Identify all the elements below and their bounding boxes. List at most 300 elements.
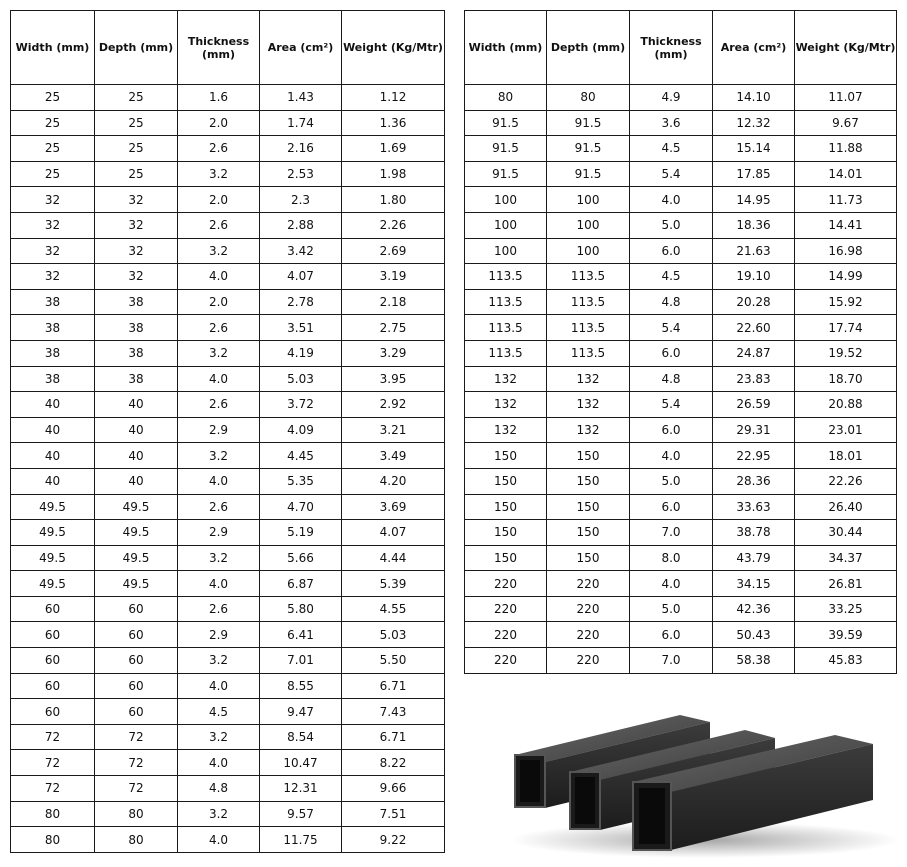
cell-weight: 9.66: [342, 776, 445, 802]
table-row: [11, 724, 445, 750]
cell-area: 5.35: [260, 468, 342, 494]
cell-depth: 150: [547, 520, 630, 546]
table-row: [11, 212, 445, 238]
cell-area: 11.75: [260, 827, 342, 853]
cell-width: 113.5: [465, 289, 547, 315]
cell-width: 32: [11, 238, 95, 264]
cell-thickness: 2.6: [178, 315, 260, 341]
cell-area: 2.88: [260, 212, 342, 238]
spec-table-right: [464, 10, 897, 674]
cell-area: 24.87: [713, 340, 795, 366]
cell-width: 49.5: [11, 545, 95, 571]
cell-thickness: 2.0: [178, 110, 260, 136]
cell-depth: 113.5: [547, 264, 630, 290]
cell-weight: 3.95: [342, 366, 445, 392]
table-row: [465, 315, 897, 341]
cell-weight: 8.22: [342, 750, 445, 776]
cell-depth: 91.5: [547, 161, 630, 187]
cell-depth: 91.5: [547, 110, 630, 136]
header-thickness: Thickness (mm): [630, 11, 713, 85]
cell-width: 60: [11, 648, 95, 674]
cell-weight: 23.01: [795, 417, 897, 443]
table-row: [465, 85, 897, 111]
cell-depth: 60: [95, 673, 178, 699]
cell-depth: 150: [547, 494, 630, 520]
cell-width: 25: [11, 161, 95, 187]
table-row: [465, 289, 897, 315]
table-row: [11, 110, 445, 136]
cell-weight: 5.39: [342, 571, 445, 597]
cell-weight: 14.01: [795, 161, 897, 187]
cell-width: 40: [11, 392, 95, 418]
cell-thickness: 5.0: [630, 468, 713, 494]
table-row: [11, 571, 445, 597]
cell-weight: 4.44: [342, 545, 445, 571]
cell-area: 5.80: [260, 596, 342, 622]
cell-weight: 16.98: [795, 238, 897, 264]
cell-width: 72: [11, 724, 95, 750]
table-row: [11, 776, 445, 802]
cell-thickness: 2.6: [178, 494, 260, 520]
cell-depth: 38: [95, 340, 178, 366]
table-row: [465, 392, 897, 418]
cell-area: 21.63: [713, 238, 795, 264]
cell-depth: 220: [547, 596, 630, 622]
cell-weight: 7.43: [342, 699, 445, 725]
cell-thickness: 4.5: [178, 699, 260, 725]
cell-depth: 100: [547, 187, 630, 213]
cell-weight: 26.81: [795, 571, 897, 597]
cell-weight: 3.69: [342, 494, 445, 520]
cell-width: 100: [465, 187, 547, 213]
cell-thickness: 8.0: [630, 545, 713, 571]
cell-width: 49.5: [11, 494, 95, 520]
table-row: [11, 827, 445, 853]
cell-depth: 40: [95, 443, 178, 469]
cell-depth: 38: [95, 315, 178, 341]
cell-depth: 150: [547, 468, 630, 494]
cell-width: 150: [465, 520, 547, 546]
cell-area: 2.16: [260, 136, 342, 162]
cell-weight: 1.36: [342, 110, 445, 136]
cell-width: 80: [11, 827, 95, 853]
cell-depth: 100: [547, 212, 630, 238]
cell-area: 4.09: [260, 417, 342, 443]
header-weight: Weight (Kg/Mtr): [795, 11, 897, 85]
cell-depth: 38: [95, 289, 178, 315]
cell-depth: 40: [95, 392, 178, 418]
table-row: [465, 596, 897, 622]
cell-width: 91.5: [465, 110, 547, 136]
cell-area: 42.36: [713, 596, 795, 622]
table-row: [465, 520, 897, 546]
cell-weight: 5.03: [342, 622, 445, 648]
cell-area: 29.31: [713, 417, 795, 443]
cell-width: 40: [11, 417, 95, 443]
cell-weight: 4.55: [342, 596, 445, 622]
cell-weight: 7.51: [342, 801, 445, 827]
cell-weight: 9.22: [342, 827, 445, 853]
cell-area: 50.43: [713, 622, 795, 648]
cell-depth: 72: [95, 724, 178, 750]
cell-thickness: 4.0: [630, 571, 713, 597]
cell-weight: 1.69: [342, 136, 445, 162]
cell-thickness: 6.0: [630, 238, 713, 264]
cell-width: 60: [11, 673, 95, 699]
table-row: [11, 468, 445, 494]
header-thickness: Thickness (mm): [178, 11, 260, 85]
cell-weight: 2.26: [342, 212, 445, 238]
cell-width: 220: [465, 622, 547, 648]
cell-area: 1.74: [260, 110, 342, 136]
cell-thickness: 3.2: [178, 161, 260, 187]
cell-width: 38: [11, 289, 95, 315]
cell-thickness: 4.8: [630, 366, 713, 392]
cell-width: 113.5: [465, 264, 547, 290]
cell-depth: 49.5: [95, 494, 178, 520]
cell-weight: 2.75: [342, 315, 445, 341]
cell-width: 220: [465, 648, 547, 674]
cell-thickness: 5.0: [630, 596, 713, 622]
cell-area: 17.85: [713, 161, 795, 187]
cell-thickness: 3.6: [630, 110, 713, 136]
cell-thickness: 2.6: [178, 596, 260, 622]
cell-width: 40: [11, 468, 95, 494]
header-area: Area (cm²): [713, 11, 795, 85]
cell-weight: 22.26: [795, 468, 897, 494]
cell-thickness: 7.0: [630, 520, 713, 546]
cell-weight: 1.12: [342, 85, 445, 111]
table-row: [11, 264, 445, 290]
table-row: [11, 673, 445, 699]
cell-area: 22.60: [713, 315, 795, 341]
cell-depth: 80: [95, 827, 178, 853]
cell-thickness: 4.8: [630, 289, 713, 315]
table-row: [11, 648, 445, 674]
cell-weight: 2.92: [342, 392, 445, 418]
square-steel-tubes-icon: [505, 700, 900, 860]
cell-weight: 2.69: [342, 238, 445, 264]
cell-weight: 3.49: [342, 443, 445, 469]
cell-weight: 30.44: [795, 520, 897, 546]
cell-depth: 132: [547, 417, 630, 443]
cell-width: 100: [465, 212, 547, 238]
cell-area: 33.63: [713, 494, 795, 520]
table-row: [11, 161, 445, 187]
cell-thickness: 4.0: [178, 468, 260, 494]
table-row: [11, 366, 445, 392]
table-row: [11, 85, 445, 111]
cell-thickness: 1.6: [178, 85, 260, 111]
cell-area: 43.79: [713, 545, 795, 571]
cell-weight: 20.88: [795, 392, 897, 418]
cell-weight: 5.50: [342, 648, 445, 674]
cell-depth: 49.5: [95, 520, 178, 546]
table-row: [11, 187, 445, 213]
table-row: [465, 443, 897, 469]
table-row: [465, 187, 897, 213]
cell-area: 4.70: [260, 494, 342, 520]
cell-width: 49.5: [11, 520, 95, 546]
cell-area: 1.43: [260, 85, 342, 111]
cell-area: 10.47: [260, 750, 342, 776]
table-row: [11, 238, 445, 264]
cell-weight: 11.07: [795, 85, 897, 111]
table-row: [465, 110, 897, 136]
cell-thickness: 2.6: [178, 212, 260, 238]
cell-width: 100: [465, 238, 547, 264]
cell-depth: 150: [547, 443, 630, 469]
cell-weight: 3.21: [342, 417, 445, 443]
cell-thickness: 4.5: [630, 136, 713, 162]
cell-width: 38: [11, 340, 95, 366]
cell-thickness: 2.0: [178, 289, 260, 315]
cell-area: 12.32: [713, 110, 795, 136]
cell-thickness: 4.9: [630, 85, 713, 111]
cell-width: 220: [465, 596, 547, 622]
cell-width: 91.5: [465, 161, 547, 187]
cell-area: 5.03: [260, 366, 342, 392]
cell-depth: 49.5: [95, 545, 178, 571]
cell-width: 32: [11, 264, 95, 290]
table-row: [11, 340, 445, 366]
cell-depth: 25: [95, 161, 178, 187]
cell-width: 60: [11, 699, 95, 725]
table-row: [11, 443, 445, 469]
cell-width: 25: [11, 136, 95, 162]
cell-thickness: 5.4: [630, 161, 713, 187]
cell-depth: 25: [95, 136, 178, 162]
cell-weight: 11.73: [795, 187, 897, 213]
cell-depth: 220: [547, 648, 630, 674]
cell-width: 132: [465, 417, 547, 443]
cell-depth: 32: [95, 238, 178, 264]
cell-thickness: 4.0: [178, 571, 260, 597]
cell-area: 26.59: [713, 392, 795, 418]
cell-weight: 6.71: [342, 724, 445, 750]
cell-width: 91.5: [465, 136, 547, 162]
spec-table-left: [10, 10, 445, 853]
cell-depth: 60: [95, 699, 178, 725]
cell-width: 72: [11, 750, 95, 776]
cell-width: 38: [11, 315, 95, 341]
cell-depth: 113.5: [547, 340, 630, 366]
cell-width: 60: [11, 596, 95, 622]
cell-area: 2.3: [260, 187, 342, 213]
cell-width: 25: [11, 110, 95, 136]
cell-area: 3.72: [260, 392, 342, 418]
cell-weight: 4.20: [342, 468, 445, 494]
cell-thickness: 3.2: [178, 238, 260, 264]
header-depth: Depth (mm): [547, 11, 630, 85]
cell-area: 3.42: [260, 238, 342, 264]
cell-area: 5.19: [260, 520, 342, 546]
table-row: [11, 392, 445, 418]
cell-depth: 132: [547, 366, 630, 392]
table-row: [11, 136, 445, 162]
cell-thickness: 4.0: [630, 187, 713, 213]
cell-thickness: 3.2: [178, 443, 260, 469]
cell-thickness: 6.0: [630, 494, 713, 520]
cell-width: 150: [465, 494, 547, 520]
cell-area: 12.31: [260, 776, 342, 802]
cell-depth: 32: [95, 212, 178, 238]
cell-width: 132: [465, 392, 547, 418]
cell-weight: 18.70: [795, 366, 897, 392]
cell-area: 6.87: [260, 571, 342, 597]
cell-area: 3.51: [260, 315, 342, 341]
cell-depth: 32: [95, 187, 178, 213]
cell-weight: 18.01: [795, 443, 897, 469]
cell-area: 2.78: [260, 289, 342, 315]
cell-width: 25: [11, 85, 95, 111]
cell-width: 32: [11, 212, 95, 238]
table-row: [11, 801, 445, 827]
table-row: [11, 750, 445, 776]
cell-depth: 40: [95, 468, 178, 494]
cell-depth: 80: [547, 85, 630, 111]
cell-area: 4.07: [260, 264, 342, 290]
cell-area: 38.78: [713, 520, 795, 546]
table-row: [465, 340, 897, 366]
cell-area: 5.66: [260, 545, 342, 571]
header-width: Width (mm): [465, 11, 547, 85]
cell-thickness: 3.2: [178, 724, 260, 750]
cell-thickness: 3.2: [178, 801, 260, 827]
cell-width: 60: [11, 622, 95, 648]
cell-weight: 9.67: [795, 110, 897, 136]
cell-width: 150: [465, 468, 547, 494]
cell-depth: 40: [95, 417, 178, 443]
cell-depth: 25: [95, 85, 178, 111]
cell-width: 80: [465, 85, 547, 111]
table-row: [11, 289, 445, 315]
table-row: [11, 494, 445, 520]
cell-depth: 72: [95, 776, 178, 802]
table-row: [465, 622, 897, 648]
table-header: [11, 11, 445, 85]
table-row: [465, 161, 897, 187]
table-row: [465, 545, 897, 571]
cell-width: 40: [11, 443, 95, 469]
cell-area: 28.36: [713, 468, 795, 494]
cell-thickness: 2.6: [178, 392, 260, 418]
table-row: [465, 571, 897, 597]
table-row: [465, 264, 897, 290]
cell-weight: 45.83: [795, 648, 897, 674]
table-header: [465, 11, 897, 85]
table-row: [465, 648, 897, 674]
cell-thickness: 2.0: [178, 187, 260, 213]
cell-depth: 60: [95, 648, 178, 674]
cell-weight: 3.19: [342, 264, 445, 290]
cell-depth: 80: [95, 801, 178, 827]
table-row: [11, 699, 445, 725]
cell-width: 49.5: [11, 571, 95, 597]
cell-weight: 39.59: [795, 622, 897, 648]
cell-weight: 11.88: [795, 136, 897, 162]
cell-depth: 32: [95, 264, 178, 290]
table-row: [11, 520, 445, 546]
cell-weight: 14.41: [795, 212, 897, 238]
cell-weight: 34.37: [795, 545, 897, 571]
table-row: [11, 622, 445, 648]
table-row: [11, 596, 445, 622]
cell-depth: 38: [95, 366, 178, 392]
cell-area: 58.38: [713, 648, 795, 674]
cell-area: 6.41: [260, 622, 342, 648]
table-row: [465, 136, 897, 162]
cell-depth: 49.5: [95, 571, 178, 597]
header-weight: Weight (Kg/Mtr): [342, 11, 445, 85]
cell-width: 80: [11, 801, 95, 827]
cell-weight: 14.99: [795, 264, 897, 290]
cell-depth: 113.5: [547, 289, 630, 315]
cell-weight: 33.25: [795, 596, 897, 622]
cell-thickness: 5.0: [630, 212, 713, 238]
cell-depth: 60: [95, 622, 178, 648]
cell-thickness: 3.2: [178, 648, 260, 674]
cell-thickness: 4.0: [178, 750, 260, 776]
cell-thickness: 7.0: [630, 648, 713, 674]
cell-weight: 15.92: [795, 289, 897, 315]
cell-width: 32: [11, 187, 95, 213]
cell-area: 2.53: [260, 161, 342, 187]
table-row: [11, 315, 445, 341]
cell-area: 14.10: [713, 85, 795, 111]
cell-area: 4.19: [260, 340, 342, 366]
cell-area: 8.55: [260, 673, 342, 699]
cell-depth: 220: [547, 622, 630, 648]
cell-thickness: 6.0: [630, 417, 713, 443]
cell-weight: 6.71: [342, 673, 445, 699]
cell-thickness: 2.9: [178, 520, 260, 546]
cell-width: 113.5: [465, 340, 547, 366]
cell-width: 150: [465, 545, 547, 571]
cell-thickness: 6.0: [630, 622, 713, 648]
cell-width: 72: [11, 776, 95, 802]
cell-width: 113.5: [465, 315, 547, 341]
cell-thickness: 5.4: [630, 315, 713, 341]
cell-weight: 2.18: [342, 289, 445, 315]
table-row: [465, 494, 897, 520]
cell-weight: 1.98: [342, 161, 445, 187]
cell-area: 7.01: [260, 648, 342, 674]
table-row: [11, 417, 445, 443]
cell-thickness: 3.2: [178, 340, 260, 366]
cell-weight: 26.40: [795, 494, 897, 520]
cell-area: 22.95: [713, 443, 795, 469]
cell-depth: 100: [547, 238, 630, 264]
cell-area: 19.10: [713, 264, 795, 290]
cell-width: 220: [465, 571, 547, 597]
table-row: [11, 545, 445, 571]
cell-area: 9.57: [260, 801, 342, 827]
cell-area: 4.45: [260, 443, 342, 469]
cell-thickness: 2.9: [178, 622, 260, 648]
cell-width: 38: [11, 366, 95, 392]
cell-depth: 132: [547, 392, 630, 418]
cell-depth: 25: [95, 110, 178, 136]
cell-width: 150: [465, 443, 547, 469]
header-width: Width (mm): [11, 11, 95, 85]
cell-thickness: 2.9: [178, 417, 260, 443]
cell-thickness: 4.0: [178, 264, 260, 290]
cell-depth: 220: [547, 571, 630, 597]
cell-weight: 19.52: [795, 340, 897, 366]
header-area: Area (cm²): [260, 11, 342, 85]
cell-depth: 72: [95, 750, 178, 776]
